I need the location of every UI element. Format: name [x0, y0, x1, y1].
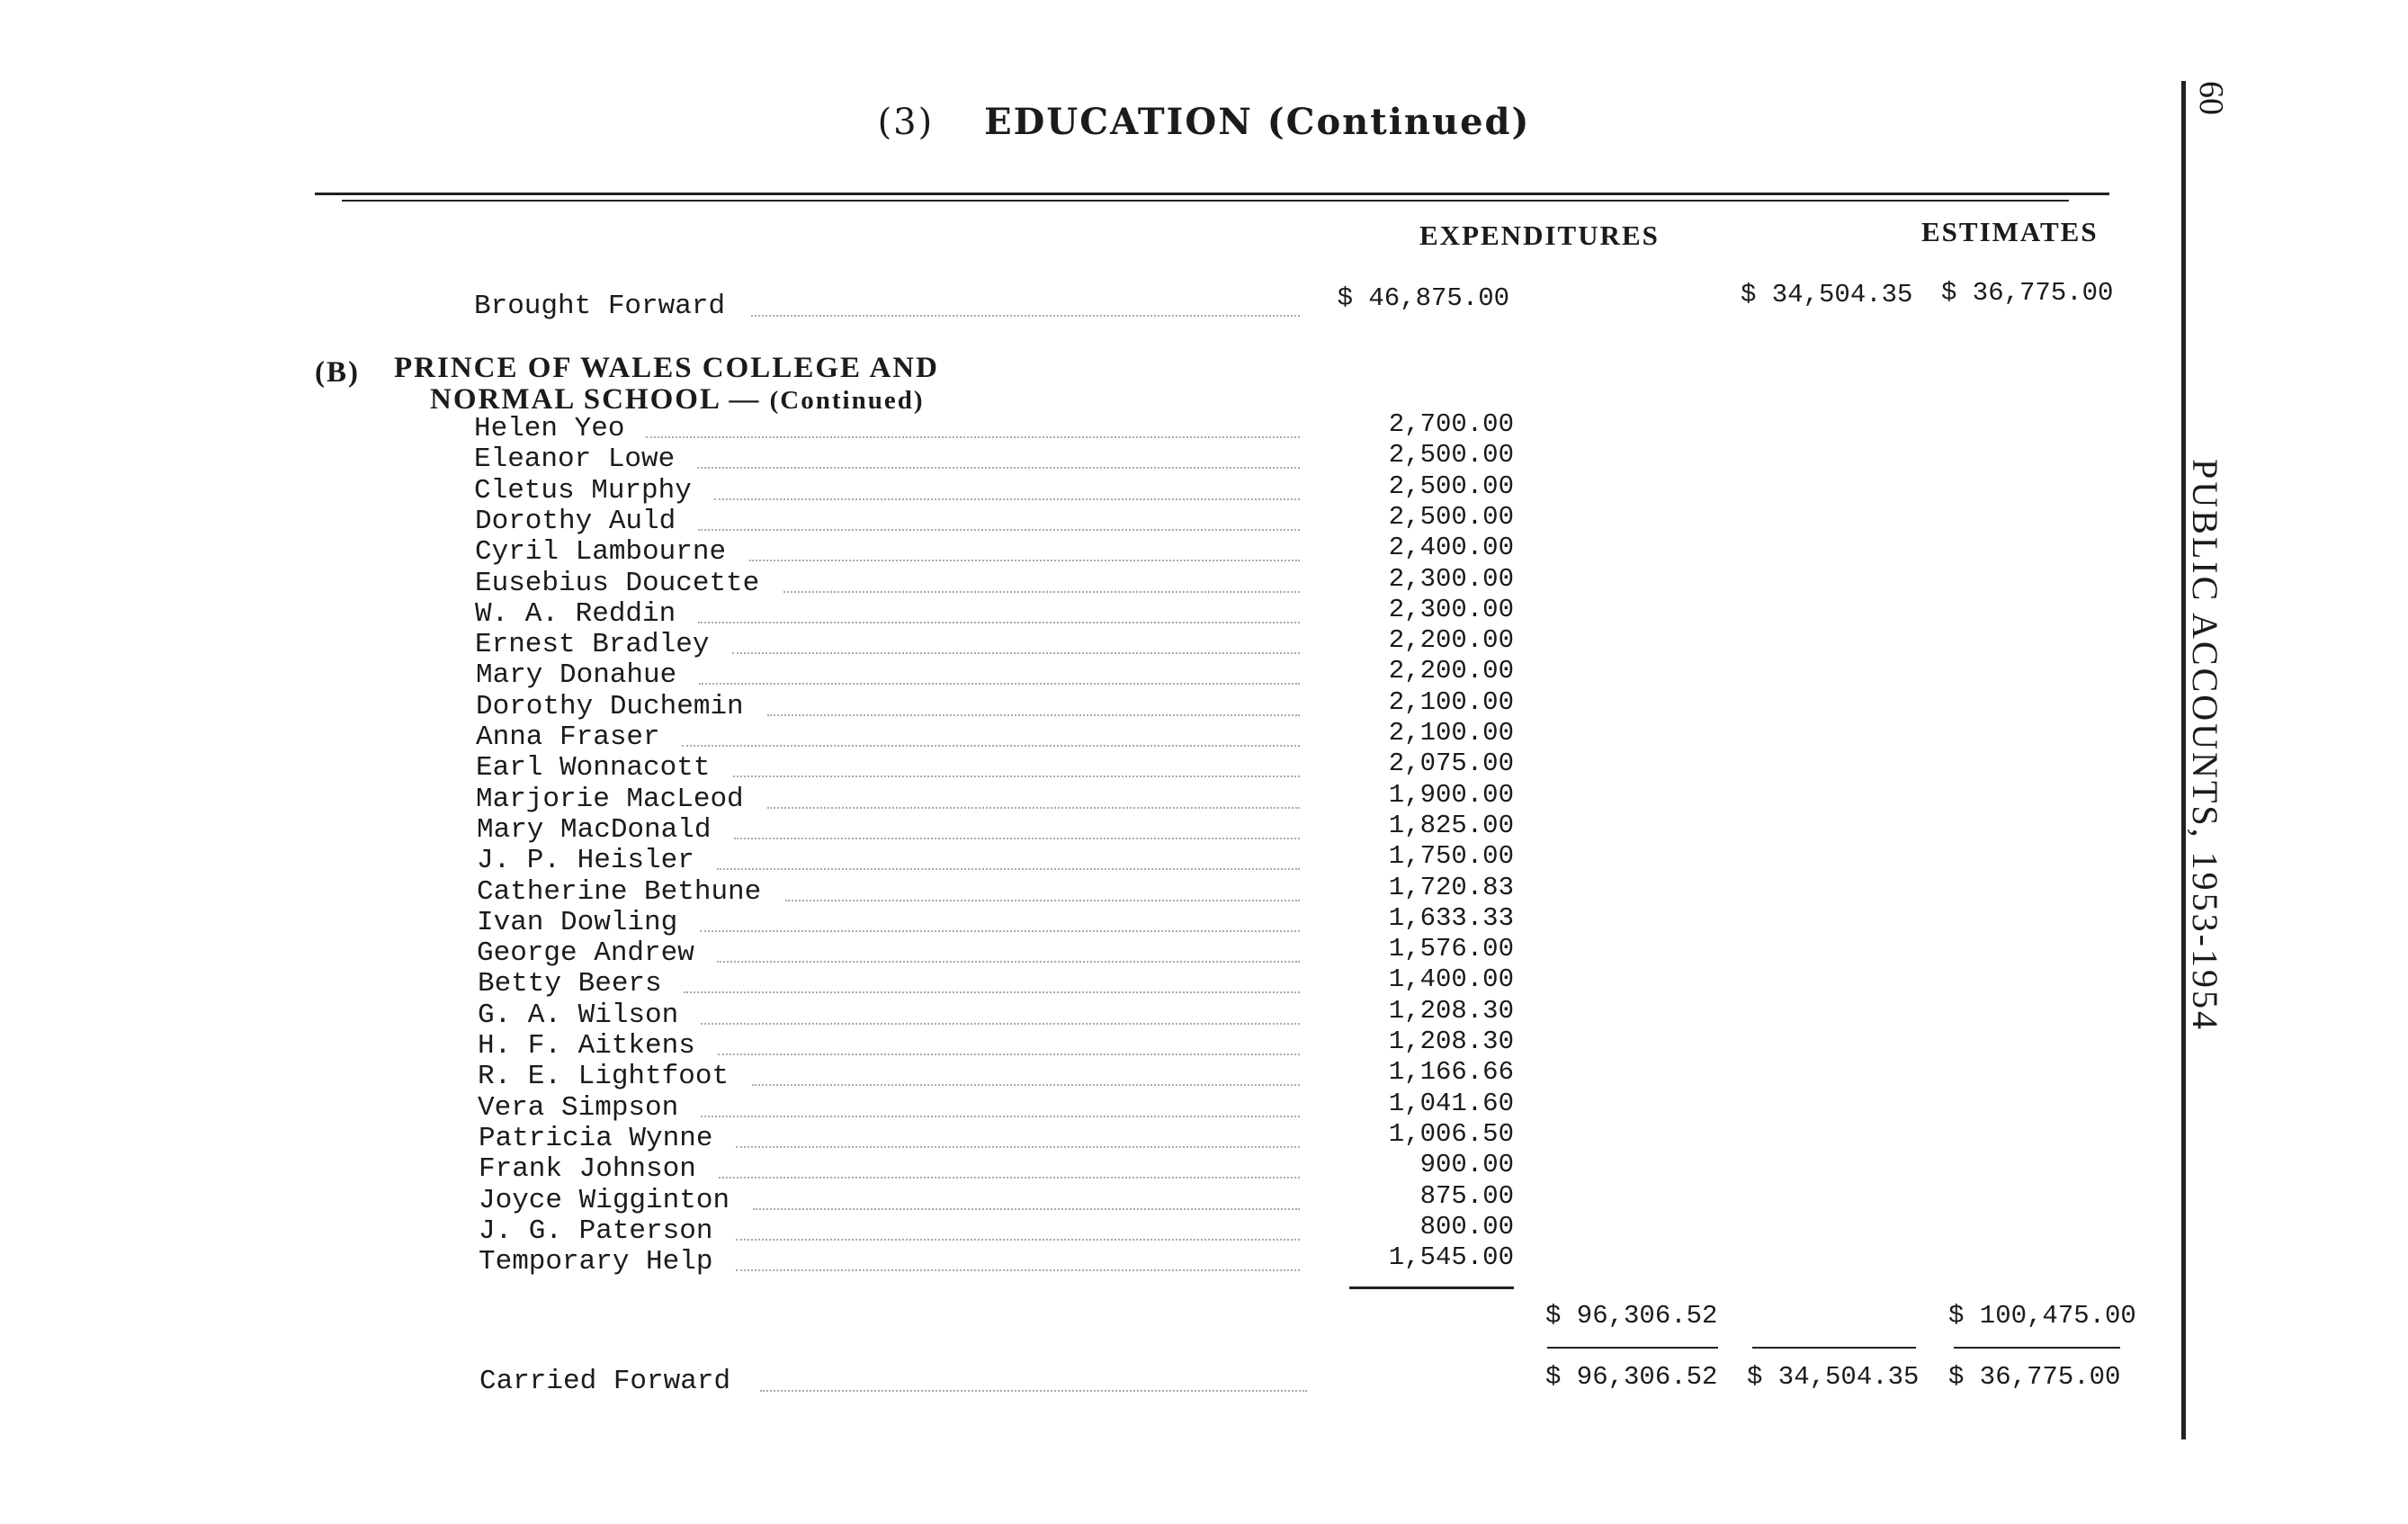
item-name: Joyce Wigginton	[479, 1185, 730, 1216]
item-name: Dorothy Auld	[475, 506, 676, 537]
dot-leader	[700, 930, 1300, 932]
items-total-rule	[1349, 1286, 1514, 1289]
page-title	[0, 101, 2408, 143]
dot-leader	[749, 560, 1300, 561]
item-name: Cletus Murphy	[474, 475, 692, 507]
item-amount: 875.00	[1419, 1181, 1514, 1211]
item-name: Ivan Dowling	[477, 907, 678, 938]
item-name: Earl Wonnacott	[476, 752, 711, 784]
title-rule-bottom	[342, 200, 2069, 202]
dot-leader	[734, 838, 1300, 839]
section-number: (3)	[877, 102, 935, 143]
carried-forward-estimate-1: $ 34,504.35	[1747, 1362, 1920, 1392]
carried-forward-leader	[760, 1390, 1307, 1392]
dot-leader	[699, 683, 1300, 685]
item-name: R. E. Lightfoot	[478, 1061, 730, 1092]
dot-leader	[717, 868, 1300, 870]
dot-leader	[783, 591, 1300, 593]
item-amount: 1,400.00	[1388, 964, 1514, 994]
page-number: 60	[2192, 81, 2230, 115]
item-name: Dorothy Duchemin	[476, 691, 744, 722]
item-amount: 2,500.00	[1388, 502, 1514, 532]
dot-leader	[767, 714, 1300, 716]
item-amount: 800.00	[1419, 1212, 1514, 1242]
section-continued: (Continued)	[769, 386, 925, 415]
item-name: H. F. Aitkens	[478, 1030, 695, 1062]
subtotal-rule-estimate-1	[1752, 1347, 1916, 1349]
section-heading-line1: PRINCE OF WALES COLLEGE AND	[394, 352, 939, 384]
subtotal-expenditure: $ 96,306.52	[1545, 1301, 1718, 1331]
side-title: PUBLIC ACCOUNTS, 1953-1954	[2185, 459, 2225, 1032]
item-name: W. A. Reddin	[475, 598, 676, 630]
item-amount: 1,041.60	[1388, 1089, 1514, 1118]
dot-leader	[701, 1023, 1300, 1025]
item-amount: 1,900.00	[1388, 780, 1514, 810]
item-amount: 1,825.00	[1388, 811, 1514, 840]
item-amount: 900.00	[1419, 1150, 1514, 1179]
section-letter: (B)	[315, 356, 360, 389]
subtotal-rule-estimate-2	[1954, 1347, 2120, 1349]
item-amount: 2,500.00	[1388, 471, 1514, 501]
item-name: J. P. Heisler	[477, 845, 694, 876]
dot-leader	[718, 1053, 1300, 1055]
item-name: Ernest Bradley	[475, 629, 710, 660]
brought-forward-estimate-1: $ 34,504.35	[1741, 280, 1913, 309]
item-amount: 2,300.00	[1388, 564, 1514, 594]
item-name: Marjorie MacLeod	[476, 784, 744, 815]
dot-leader	[697, 467, 1300, 469]
item-name: Catherine Bethune	[477, 876, 762, 908]
dot-leader	[717, 961, 1300, 963]
brought-forward-label: Brought Forward	[474, 291, 726, 322]
item-amount: 1,750.00	[1388, 841, 1514, 871]
item-amount: 1,166.66	[1388, 1057, 1514, 1087]
dot-leader	[753, 1208, 1300, 1210]
dot-leader	[736, 1239, 1300, 1241]
section-heading-line2	[430, 383, 925, 417]
brought-forward-leader	[751, 315, 1300, 317]
dot-leader	[698, 622, 1300, 623]
item-name: J. G. Paterson	[479, 1215, 713, 1247]
dot-leader	[733, 775, 1300, 777]
dot-leader	[682, 745, 1300, 747]
item-name: Helen Yeo	[474, 413, 625, 444]
item-amount: 1,006.50	[1388, 1119, 1514, 1149]
item-amount: 2,200.00	[1388, 656, 1514, 686]
item-amount: 1,545.00	[1388, 1242, 1514, 1272]
estimates-header: ESTIMATES	[1921, 216, 2099, 247]
dot-leader	[736, 1269, 1300, 1271]
item-name: Mary MacDonald	[477, 814, 712, 846]
carried-forward-estimate-2: $ 36,775.00	[1948, 1362, 2121, 1392]
item-name: Eleanor Lowe	[474, 444, 676, 475]
item-name: Cyril Lambourne	[475, 536, 727, 568]
dot-leader	[785, 900, 1300, 901]
item-amount: 2,400.00	[1388, 533, 1514, 562]
dot-leader	[698, 529, 1300, 531]
dot-leader	[646, 436, 1300, 438]
item-amount: 1,208.30	[1388, 996, 1514, 1026]
item-amount: 2,200.00	[1388, 625, 1514, 655]
item-name: Frank Johnson	[479, 1153, 696, 1185]
dot-leader	[719, 1177, 1300, 1179]
subtotal-estimate: $ 100,475.00	[1948, 1301, 2136, 1331]
dot-leader	[752, 1084, 1300, 1086]
item-amount: 2,300.00	[1388, 595, 1514, 624]
dot-leader	[714, 498, 1300, 500]
item-amount: 1,720.83	[1388, 873, 1514, 902]
item-amount: 1,576.00	[1388, 934, 1514, 964]
section-title: EDUCATION (Continued)	[984, 101, 1531, 143]
expenditures-header: EXPENDITURES	[1419, 220, 1660, 251]
brought-forward-estimate-2: $ 36,775.00	[1941, 278, 2114, 308]
item-name: Betty Beers	[478, 968, 662, 1000]
section-heading-line2-text: NORMAL SCHOOL —	[430, 383, 761, 416]
item-amount: 1,633.33	[1388, 903, 1514, 933]
subtotal-rule-expenditure	[1547, 1347, 1718, 1349]
item-name: G. A. Wilson	[478, 1000, 679, 1031]
dot-leader	[732, 652, 1300, 654]
carried-forward-expenditure: $ 96,306.52	[1545, 1362, 1718, 1392]
item-name: George Andrew	[477, 937, 694, 969]
dot-leader	[736, 1146, 1300, 1148]
title-rule-top	[315, 193, 2109, 195]
item-amount: 2,100.00	[1388, 718, 1514, 748]
dot-leader	[767, 807, 1300, 809]
brought-forward-expenditure: $ 46,875.00	[1337, 283, 1509, 313]
item-name: Anna Fraser	[476, 722, 660, 753]
item-name: Patricia Wynne	[479, 1123, 713, 1154]
item-name: Mary Donahue	[476, 659, 677, 691]
carried-forward-label: Carried Forward	[479, 1366, 731, 1397]
item-name: Vera Simpson	[478, 1092, 679, 1124]
dot-leader	[701, 1116, 1300, 1117]
item-amount: 2,500.00	[1388, 440, 1514, 470]
item-amount: 1,208.30	[1388, 1026, 1514, 1056]
item-name: Temporary Help	[479, 1246, 713, 1277]
item-name: Eusebius Doucette	[475, 568, 760, 599]
item-amount: 2,700.00	[1388, 409, 1514, 439]
item-amount: 2,075.00	[1388, 749, 1514, 778]
item-amount: 2,100.00	[1388, 687, 1514, 717]
dot-leader	[684, 991, 1300, 993]
